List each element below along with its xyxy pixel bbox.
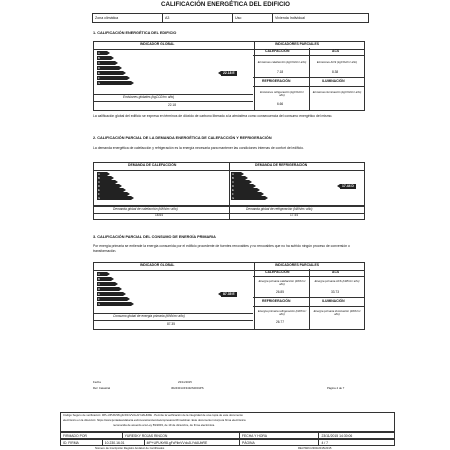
fecha-hora-label: FECHA Y HORA <box>240 433 320 438</box>
b1-em-acs-value: 8.38 <box>332 70 339 74</box>
scale-a-label: A <box>98 51 100 56</box>
b1-global-value: 22.18 <box>168 103 176 107</box>
b2l-g: G <box>98 196 101 201</box>
b1-em-ilu-label: Emisiones iluminación (kgCO2/m² año) <box>312 90 362 94</box>
verify-line-2: electrónico en la dirección: https://www.juntadeandalucia.es/innovacionciencia/empresa/verifirmaAlmar. Este documento incorpora firma electrónica <box>63 419 246 422</box>
b2r-c: C <box>232 180 235 185</box>
b1-col-ilu: ILUMINACIÓN <box>322 79 345 83</box>
use-value: Vivienda Individual <box>275 15 305 20</box>
b2r-g: G <box>232 196 235 201</box>
b2r-e: E <box>232 188 234 193</box>
b3-global-label: Consumo global de energía primaria (kWh/m² año) <box>113 314 185 318</box>
b2l-a: A <box>98 172 100 177</box>
b1-col-cal: CALEFACCIÓN <box>265 49 290 53</box>
b3-f: F <box>98 297 100 302</box>
verify-line-1: Código Seguro de verificación: 4fP+UPUKr98.gFcFtlnVVdoJLYdAUbRE . Permite la verificación de la integridad de una copia de este documento <box>63 414 243 417</box>
b3-c: C <box>98 282 101 287</box>
b1-rating-pointer: 22.18 E <box>223 71 235 75</box>
b2-ref-value: 17.44 <box>290 213 298 217</box>
b2r-a: A <box>232 172 234 177</box>
b2l-f: F <box>98 192 100 197</box>
b1-global-label: Emisiones globales (kgCO2/m² año) <box>123 95 175 99</box>
scale-f-label: F <box>98 76 100 81</box>
b3-col-ilu: ILUMINACIÓN <box>322 299 345 303</box>
firmado-value: YURESKY ROJAS RINCON <box>123 433 240 438</box>
section-2-title: 2. CALIFICACIÓN PARCIAL DE LA DEMANDA ENERGÉTICA DE CALEFACCIÓN Y REFRIGERACIÓN <box>93 136 272 140</box>
b3-p-ref-label: Energía primaria refrigeración (kWh/m² año) <box>257 309 307 316</box>
scale-g-label: G <box>98 81 101 86</box>
b1-em-cal-value: 7.18 <box>277 70 284 74</box>
b3-p-cal-value: 26.85 <box>276 290 284 294</box>
verify-last-code: REV/SRC/2304/2015/2015 <box>298 446 332 450</box>
signature-row-2 <box>60 439 395 446</box>
section-1-title: 1. CALIFICACIÓN ENERGÉTICA DEL EDIFICIO <box>93 31 177 35</box>
b3-left-header: INDICADOR GLOBAL <box>140 263 175 267</box>
section-1-text: La calificación global del edificio se expresa en términos de dióxido de carbono liberado a la atmósfera como consecuencia del consumo energético del mismo. <box>93 114 333 118</box>
b3-p-acs-label: Energía primaria ACS (kWh/m² año) <box>314 279 360 283</box>
b2-ref-label: Demanda global de refrigeración (kWh/m² año) <box>246 206 313 211</box>
b1-em-acs-label: Emisiones ACS (kgCO2/m² año) <box>316 60 358 64</box>
b2-cal-value: 18.64 <box>155 213 163 217</box>
b2-cal-label: Demanda global de calefacción (kWh/m² año) <box>113 206 178 211</box>
zone-value: A3 <box>163 14 233 22</box>
pagina-value: 4 / 7 <box>321 441 329 445</box>
b3-rating-pointer: 87.35 E <box>223 292 235 296</box>
b3-d: D <box>98 287 101 292</box>
document-title: CALIFICACIÓN ENERGÉTICA DEL EDIFICIO <box>161 1 290 8</box>
footer-page: Página 4 de 7 <box>327 386 345 390</box>
section-3-title: 3. CALIFICACIÓN PARCIAL DEL CONSUMO DE ENERGÍA PRIMARIA <box>93 235 216 239</box>
b1-col-acs: ACS <box>332 49 340 53</box>
scale-e-label: E <box>98 71 100 76</box>
id-firma-value: 10.230.16.01 <box>103 440 145 445</box>
zone-label: Zona climática <box>93 14 163 22</box>
b3-col-cal: CALEFACCIÓN <box>265 270 290 274</box>
b2-left-header: DEMANDA DE CALEFACCIÓN <box>128 163 177 167</box>
pagina-label: PÁGINA <box>240 440 320 445</box>
b1-em-ref-label: Emisiones refrigeración (kgCO2/m² año) <box>260 90 304 97</box>
b3-p-ilu-label: Energía primaria iluminación (kWh/m² año) <box>313 309 361 316</box>
b3-g: G <box>98 302 101 307</box>
b3-p-acs-value: 33.73 <box>331 290 339 294</box>
firmado-label: FIRMADO POR <box>61 433 123 438</box>
b2r-f: F <box>232 192 234 197</box>
b2-right-header: DEMANDA DE REFRIGERACIÓN <box>255 163 308 167</box>
b3-col-acs: ACS <box>332 270 340 274</box>
id-firma-code: 4fP+UPUKr98.gFcFtlnVVdoJLYdAUbRE <box>145 440 240 445</box>
verify-last-line: Número de Inscripción Registro Andaluz de Certificados <box>95 446 165 450</box>
section-2-text: La demanda energética de calefacción y refrigeración es la energía necesaria para mantener las condiciones internas de confort del edificio. <box>93 146 304 150</box>
b1-em-cal-label: Emisiones calefacción (kgCO2/m² año) <box>257 60 307 64</box>
b1-right-header: INDICADORES PARCIALES <box>275 42 320 46</box>
b3-p-ref-value: 26.77 <box>276 320 284 324</box>
b3-col-ref: REFRIGERACIÓN <box>262 299 291 303</box>
scale-b-label: B <box>98 56 100 61</box>
scale-d-label: D <box>98 66 101 71</box>
b3-global-value: 87.35 <box>167 322 175 326</box>
footer-ref-label: Ref. Catastral <box>93 386 111 390</box>
footer-fecha-value: 23/11/2015 <box>178 380 192 384</box>
b2r-b: B <box>232 176 234 181</box>
header-table <box>92 13 369 23</box>
scale-c-label: C <box>98 61 101 66</box>
b1-left-header: INDICADOR GLOBAL <box>140 42 175 46</box>
b2l-c: C <box>98 180 101 185</box>
b3-p-cal-label: Energía primaria calefacción (kWh/m² año) <box>258 279 306 286</box>
signature-row-1 <box>60 432 395 439</box>
b3-b: B <box>98 277 100 282</box>
b3-right-header: INDICADORES PARCIALES <box>275 263 320 267</box>
b2-ref-rating-pointer: 17.44 D <box>342 184 354 188</box>
footer-ref-value: 3024301UF3432S0001PS <box>171 386 204 390</box>
section-3-text: Por energía primaria se entiende la energía consumida por el edificio procedente de fuentes renovables y no renovables que no ha sufrido ningún proceso de conversión o transformación. <box>93 244 350 253</box>
verify-line-3: reconocida de acuerdo a la Ley 59/2003, de 19 de diciembre, de firma electrónica. <box>113 424 215 427</box>
b2r-d: D <box>232 184 235 189</box>
b1-em-ref-value: 6.66 <box>277 102 284 106</box>
id-firma-label: ID. FIRMA <box>61 440 103 445</box>
b2l-e: E <box>98 188 100 193</box>
b2l-b: B <box>98 176 100 181</box>
b1-col-ref: REFRIGERACIÓN <box>262 79 291 83</box>
b2l-d: D <box>98 184 101 189</box>
b3-a: A <box>98 272 100 277</box>
footer-fecha-label: Fecha <box>93 380 101 384</box>
fecha-hora-value: 23/11/2015 14:30:06 <box>321 434 353 438</box>
use-label: Uso <box>233 14 273 22</box>
b3-e: E <box>98 292 100 297</box>
